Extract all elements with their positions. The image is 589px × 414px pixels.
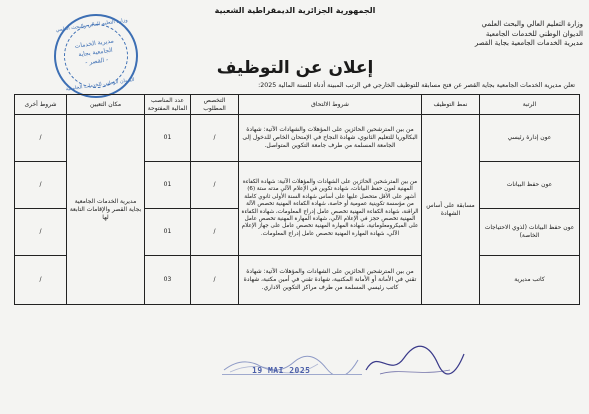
- rank-cell: عون حفظ البيانات: [480, 162, 580, 209]
- stamp-text: وزارة التعليم العالي والبحث العلمي: [55, 17, 129, 34]
- specialty-cell: /: [191, 209, 239, 256]
- recruitment-table: [14, 94, 580, 305]
- other-cell: /: [15, 209, 67, 256]
- header-specialty: التخصص المطلوب: [191, 95, 239, 115]
- table-row: [15, 115, 580, 162]
- other-cell: /: [15, 256, 67, 305]
- date-stamp: [222, 352, 362, 390]
- ministry-line: وزارة التعليم العالي والبحث العلمي: [481, 20, 583, 28]
- official-stamp: [49, 9, 144, 104]
- header-other: شروط أخرى: [15, 95, 67, 115]
- page-title: إعلان عن التوظيف: [216, 58, 374, 78]
- stamp-text: مديرية الخدمات: [74, 37, 115, 50]
- stamp-text: الجامعية بجاية: [77, 46, 114, 59]
- header-mode: نمط التوظيف: [422, 95, 480, 115]
- positions-cell: 01: [145, 209, 191, 256]
- table-header-row: [15, 95, 580, 115]
- office-line: الديوان الوطني للخدمات الجامعية: [485, 29, 583, 38]
- header-rank: الرتبة: [480, 95, 580, 115]
- specialty-cell: /: [191, 256, 239, 305]
- conditions-cell: من بين المترشحين الحائزين على المؤهلات والشهادات الآتية: شهادة البكالوريا للتعليم الثانوي، شهادة النجاح في الإمتحان الخاص للدخول إلى الجامعة المسلمة من طرف جامعة التكوين المتواصل.: [239, 115, 422, 162]
- rank-cell: كاتب مديرية: [480, 256, 580, 305]
- republic-header: الجمهورية الجزائرية الديمقراطية الشعبية: [214, 6, 376, 15]
- rank-cell: عون حفظ البيانات (لذوي الاحتياجات الخاصة): [480, 209, 580, 256]
- stamp-text: الديوان الوطني للخدمات الجامعية: [65, 76, 135, 93]
- specialty-cell: /: [191, 115, 239, 162]
- positions-cell: 03: [145, 256, 191, 305]
- header-positions: عدد المناصب المالية المفتوحة: [145, 95, 191, 115]
- conditions-cell: من بين المترشحين الحائزين على الشهادات والمؤهلات الآتية: شهادة الكفاءة المهنية لعون حفظ البيانات، شهادة تكوين في الإعلام الآلي مدته ستة (6) أشهر على الأقل متحصل عليها على أساس شهادة السنة الأولى ثانوي كاملة من مؤسسة تكوينية عمومية أو خاصة، شهادة الكفاءة المهنية تخصص الآلة الراقنة، شهادة الكفاءة المهنية تخصص عامل إدراج المعلومات، شهادة الكفاءة المهنية تخصص حجز في الإعلام الآلي، شهادة المهارة المهنية تخصص عامل على الميكرومعلوماتية، شهادة المهارة المهنية تخصص عامل على جهاز الإعلام الآلي، شهادة المهارة المهنية تخصص عامل إدراج المعلومات.: [239, 162, 422, 256]
- intro-text: تعلن مديرية الخدمات الجامعية بجاية القصر عن فتح مسابقة للتوظيف الخارجي في الرتب المبينة أدناه للسنة المالية 2025:: [258, 82, 575, 89]
- date-stamp-text: 19 MAI 2025: [252, 366, 311, 375]
- conditions-cell: من بين المترشحين الحائزين على الشهادات والمؤهلات الآتية: شهادة تقني في الأمانة أو الأمانة المكتبية، شهادة تقني في أمين مكتبة، شهادة كاتب رئيسي المسلمة من طرف مراكز التكوين الاداري.: [239, 256, 422, 305]
- other-cell: /: [15, 162, 67, 209]
- stamp-text: - القصر -: [84, 56, 109, 67]
- positions-cell: 01: [145, 115, 191, 162]
- header-conditions: شروط الالتحاق: [239, 95, 422, 115]
- rank-cell: عون إدارة رئيسي: [480, 115, 580, 162]
- ministry-block: [393, 20, 583, 49]
- positions-cell: 01: [145, 162, 191, 209]
- mode-cell: مسابقة على أساس الشهادة: [422, 115, 480, 305]
- signature: [360, 340, 470, 382]
- specialty-cell: /: [191, 162, 239, 209]
- location-cell: مديرية الخدمات الجامعية بجاية القصر والإقامات التابعة لها: [67, 115, 145, 305]
- other-cell: /: [15, 115, 67, 162]
- directorate-line: مديرية الخدمات الجامعية بجاية القصر: [474, 39, 583, 47]
- header-location: مكان التعيين: [67, 95, 145, 115]
